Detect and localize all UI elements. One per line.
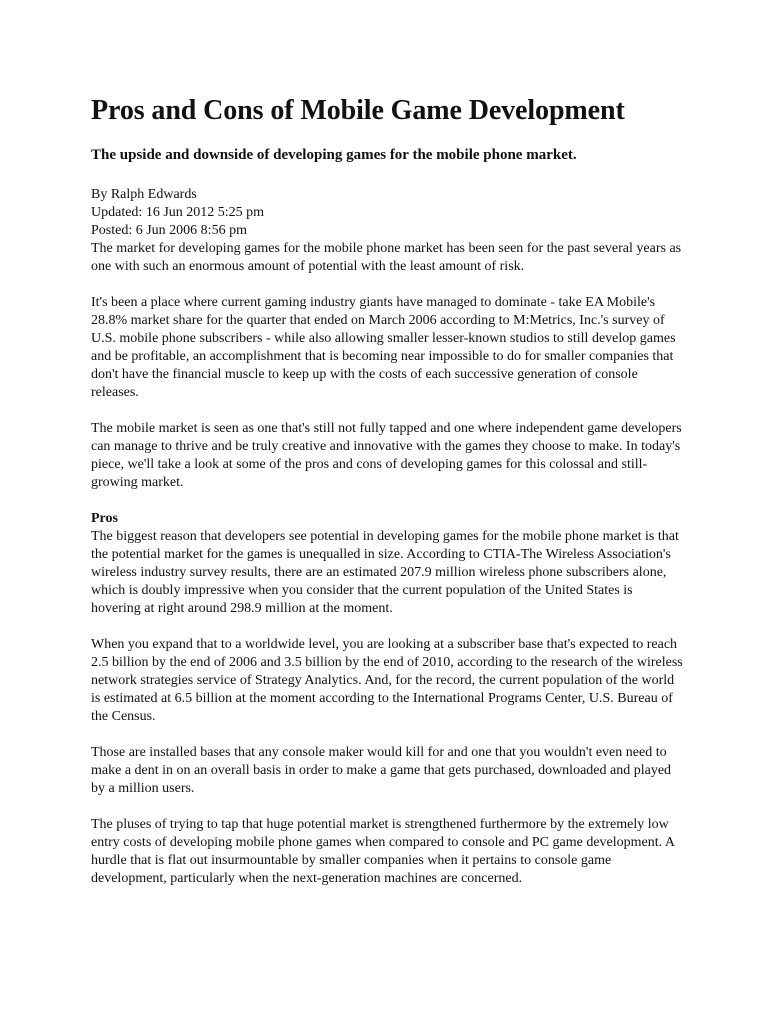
pros-paragraph: When you expand that to a worldwide level, you are looking at a subscriber base that's expected to reach 2.5 billion by the end of 2006 and 3.5 billion by the end of 2010, according to the research of the wireless network strategies service of Strategy Analytics. And, for the record, the current population of the world is estimated at 6.5 billion at the moment according to the International Programs Center, U.S. Bureau of the Census. xyxy=(91,637,683,724)
pros-paragraph: The biggest reason that developers see potential in developing games for the mobile phone market is that the potential market for the games is unequalled in size. According to CTIA-The Wireless Association's wireless industry survey results, there are an estimated 207.9 million wireless phone subscribers alone, which is doubly impressive when you consider that the current population of the United States is hovering at right around 298.9 million at the moment. xyxy=(91,529,679,616)
updated-date: Updated: 16 Jun 2012 5:25 pm xyxy=(91,205,265,220)
body-paragraph: The mobile market is seen as one that's still not fully tapped and one where independent game developers can manage to thrive and be truly creative and innovative with the games they choose to make. In today's piece, we'll take a look at some of the pros and cons of developing games for this colossal and still-growing market. xyxy=(91,421,682,490)
byline: By Ralph Edwards xyxy=(91,187,197,202)
article-meta xyxy=(91,186,683,240)
pros-paragraph: Those are installed bases that any console maker would kill for and one that you wouldn't even need to make a dent in on an overall basis in order to make a game that gets purchased, downloaded and played by a million users. xyxy=(91,745,672,796)
article xyxy=(91,92,683,888)
posted-date: Posted: 6 Jun 2006 8:56 pm xyxy=(91,223,247,238)
intro-paragraph: The market for developing games for the mobile phone market has been seen for the past several years as one with such an enormous amount of potential with the least amount of risk. xyxy=(91,241,682,274)
pros-heading: Pros xyxy=(91,511,118,526)
article-subtitle: The upside and downside of developing games for the mobile phone market. xyxy=(91,147,577,163)
body-paragraph: It's been a place where current gaming industry giants have managed to dominate - take EA Mobile's 28.8% market share for the quarter that ended on March 2006 according to M:Metrics, Inc.'s survey of U.S. mobile phone subscribers - while also allowing smaller lesser-known studios to still develop games and be profitable, an accomplishment that is becoming near impossible to do for smaller companies that don't have the financial muscle to keep up with the costs of each successive generation of console releases. xyxy=(91,295,676,400)
pros-paragraph: The pluses of trying to tap that huge potential market is strengthened furthermore by the extremely low entry costs of developing mobile phone games when compared to console and PC game development. A hurdle that is flat out insurmountable by smaller companies when it pertains to console game development, particularly when the next-generation machines are concerned. xyxy=(91,817,675,886)
article-title: Pros and Cons of Mobile Game Development xyxy=(91,95,625,126)
